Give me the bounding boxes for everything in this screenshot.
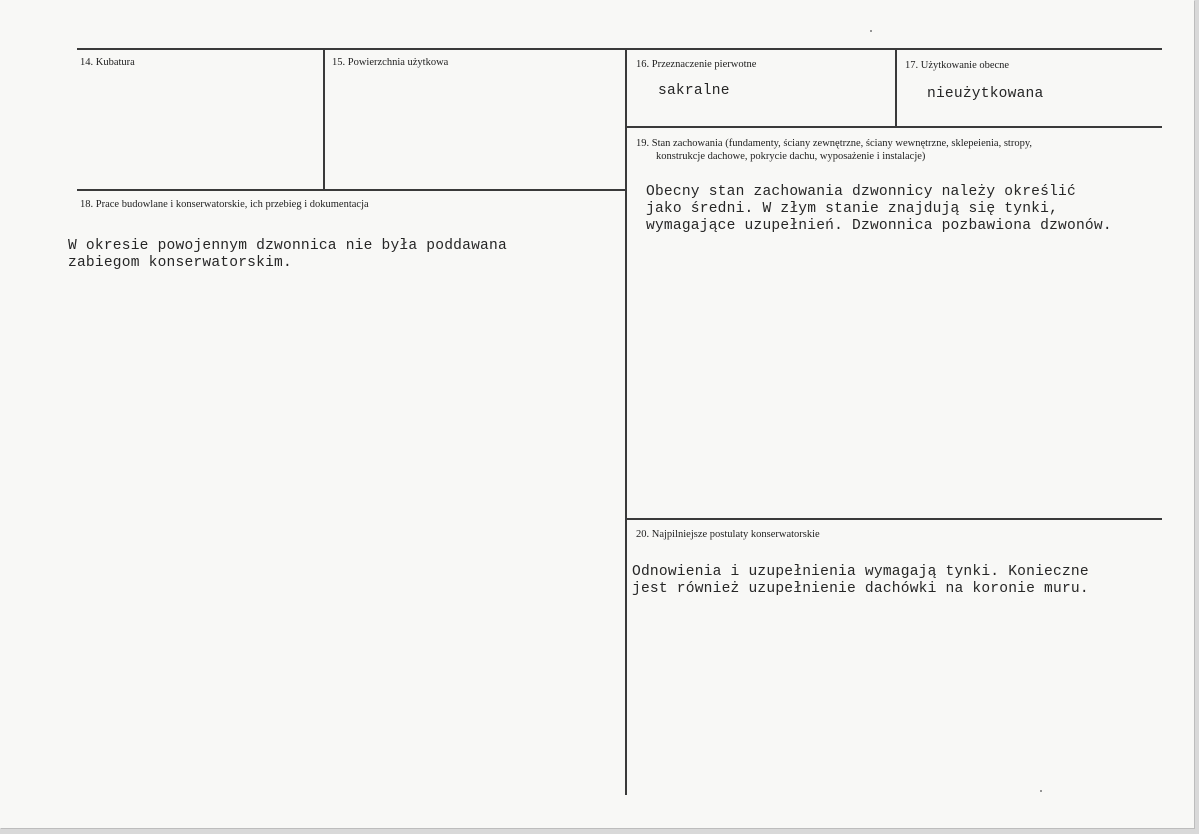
paper-speck <box>1040 790 1042 792</box>
field-17-label: 17. Użytkowanie obecne <box>905 60 1010 71</box>
field-20-line: jest również uzupełnienie dachówki na koronie muru. <box>632 581 1089 597</box>
field-15-label: 15. Powierzchnia użytkowa <box>332 57 449 68</box>
field-16-label: 16. Przeznaczenie pierwotne <box>636 59 757 70</box>
field-19-line: wymagające uzupełnień. Dzwonnica pozbawiona dzwonów. <box>646 218 1112 234</box>
field-20-line: Odnowienia i uzupełnienia wymagają tynki. Konieczne <box>632 564 1089 580</box>
paper-speck <box>870 30 872 32</box>
top-border-line <box>77 48 1162 50</box>
field-18-line: zabiegom konserwatorskim. <box>68 255 292 271</box>
field-14-label: 14. Kubatura <box>80 57 135 68</box>
field-19-line: Obecny stan zachowania dzwonnicy należy określić <box>646 184 1076 200</box>
divider-line-14-15 <box>323 48 325 190</box>
divider-line-15-18 <box>77 189 627 191</box>
center-divider-line <box>625 48 627 795</box>
field-19-line: jako średni. W złym stanie znajdują się tynki, <box>646 201 1059 217</box>
divider-line-16-17 <box>626 126 1162 128</box>
field-18-label: 18. Prace budowlane i konserwatorskie, ich przebieg i dokumentacja <box>80 199 369 210</box>
field-20-label: 20. Najpilniejsze postulaty konserwatorskie <box>636 529 820 540</box>
field-16-value: sakralne <box>658 83 730 99</box>
field-19-label: konstrukcje dachowe, pokrycie dachu, wyposażenie i instalacje) <box>656 151 926 162</box>
divider-line-19-20 <box>626 518 1162 520</box>
field-19-label: 19. Stan zachowania (fundamenty, ściany zewnętrzne, ściany wewnętrzne, sklepeienia, stropy, <box>636 138 1033 149</box>
field-18-line: W okresie powojennym dzwonnica nie była poddawana <box>68 238 507 254</box>
field-17-value: nieużytkowana <box>927 86 1044 102</box>
divider-line-16-17-vertical <box>895 48 897 127</box>
